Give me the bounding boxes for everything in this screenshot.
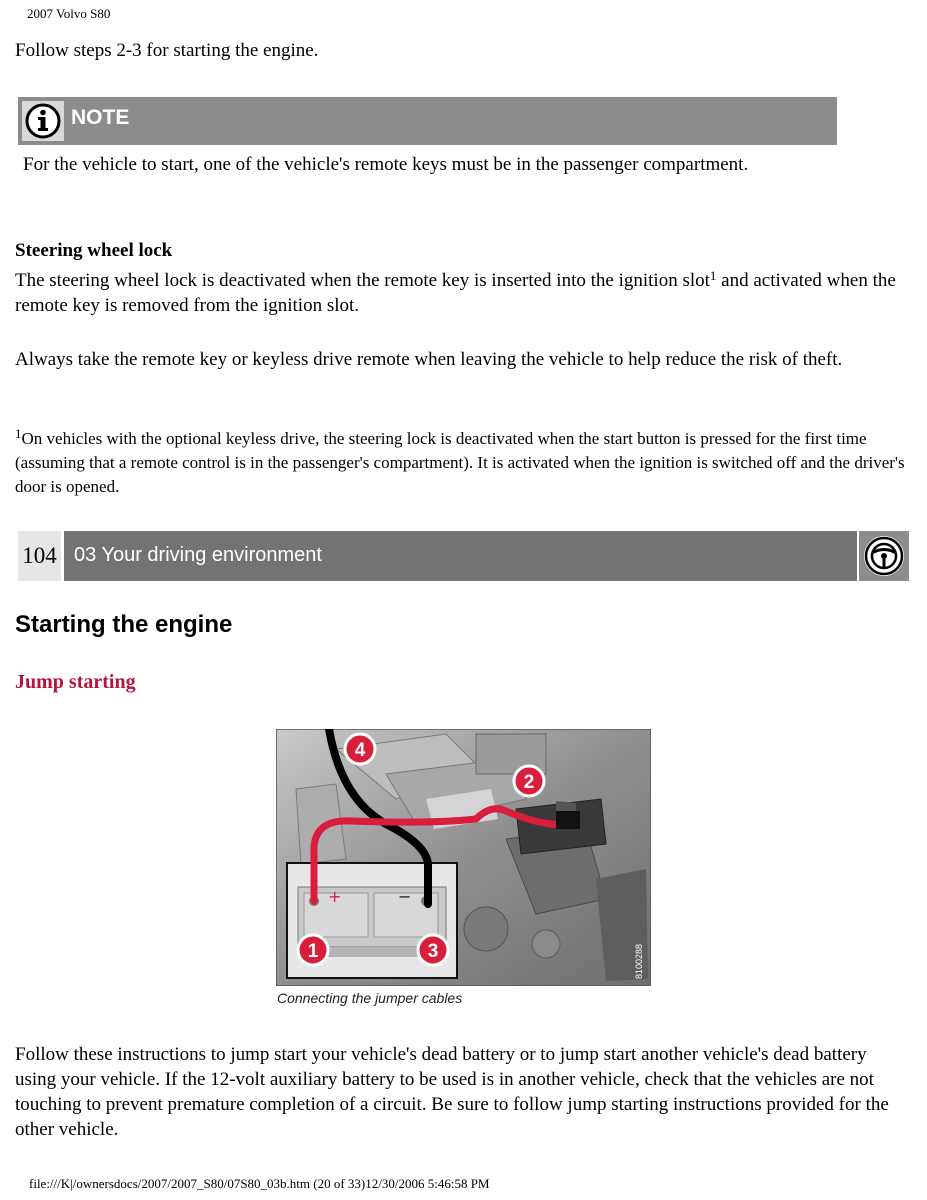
- callout-2: 2: [523, 772, 535, 793]
- page-title: Starting the engine: [15, 611, 233, 638]
- document-header-title: 2007 Volvo S80: [27, 6, 111, 21]
- note-banner: [18, 97, 837, 145]
- jump-starting-heading: Jump starting: [15, 671, 136, 693]
- figure-caption: Connecting the jumper cables: [277, 990, 463, 1006]
- callout-1: 1: [307, 941, 319, 962]
- section-header-bar: [18, 531, 909, 581]
- footnote-reference: 1: [709, 268, 717, 283]
- footnote-text: On vehicles with the optional keyless drive, the steering lock is deactivated when the start button is pressed for the first time (assuming that a remote control is in the passenger's compartment). It is activated when the ignition is switched off and the driver's door is opened.: [15, 429, 905, 496]
- page-number: 104: [18, 531, 61, 581]
- steering-wheel-icon: [859, 531, 909, 581]
- note-text: For the vehicle to start, one of the vehicle's remote keys must be in the passenger compartment.: [23, 154, 749, 175]
- steering-lock-heading: Steering wheel lock: [15, 240, 173, 261]
- steering-lock-paragraph: [15, 268, 915, 318]
- svg-text:−: −: [398, 887, 412, 906]
- info-icon: [22, 101, 64, 141]
- note-label: NOTE: [71, 106, 130, 129]
- jump-start-paragraph: Follow these instructions to jump start your vehicle's dead battery or to jump start another vehicle's dead battery using your vehicle. If the 12-volt auxiliary battery to be used is in another vehicle, check that the vehicles are not touching to prevent premature completion of a circuit. Be sure to follow jump starting instructions provided for the other vehicle.: [15, 1044, 889, 1140]
- callout-3: 3: [427, 941, 439, 962]
- callout-4: 4: [354, 740, 366, 761]
- footnote: [15, 427, 915, 499]
- svg-text:+: +: [328, 887, 342, 906]
- file-path-footer: file:///K|/ownersdocs/2007/2007_S80/07S80_03b.htm (20 of 33)12/30/2006 5:46:58 PM: [29, 1176, 490, 1191]
- section-title: 03 Your driving environment: [64, 531, 857, 581]
- steering-lock-text-a: The steering wheel lock is deactivated when the remote key is inserted into the ignition slot: [15, 270, 710, 291]
- steering-lock-text-b: and activated when the remote key is removed from the ignition slot.: [15, 270, 896, 316]
- intro-paragraph: Follow steps 2-3 for starting the engine.: [15, 40, 319, 61]
- figure-code: 8100288: [634, 943, 644, 979]
- jumper-cables-figure: [276, 729, 651, 986]
- theft-paragraph: Always take the remote key or keyless drive remote when leaving the vehicle to help reduce the risk of theft.: [15, 349, 843, 370]
- footnote-marker: 1: [15, 426, 22, 441]
